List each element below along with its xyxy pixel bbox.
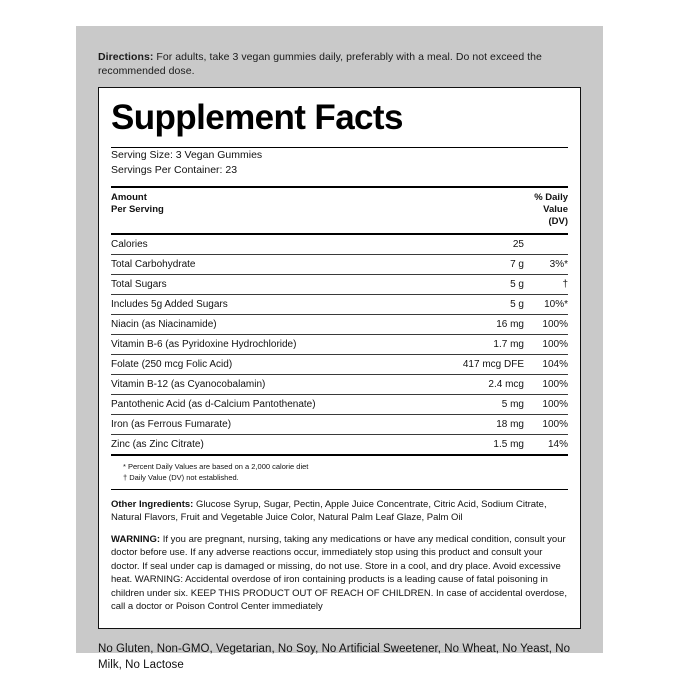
nutrition-table bbox=[111, 233, 568, 454]
other-ingredients-text: Glucose Syrup, Sugar, Pectin, Apple Juice Concentrate, Citric Acid, Sodium Citrate, Natural Flavors, Fruit and Vegetable Juice Color, Natural Palm Leaf Glaze, Palm Oil bbox=[111, 499, 547, 524]
amount-header-line2: Per Serving bbox=[111, 203, 164, 215]
nutrient-name: Zinc (as Zinc Citrate) bbox=[111, 434, 429, 454]
table-row bbox=[111, 394, 568, 414]
label-content bbox=[76, 26, 603, 672]
other-ingredients-block bbox=[111, 498, 568, 525]
nutrient-name: Pantothenic Acid (as d-Calcium Pantothenate) bbox=[111, 394, 429, 414]
nutrient-amount: 5 mg bbox=[429, 394, 524, 414]
nutrient-name: Total Carbohydrate bbox=[111, 254, 429, 274]
page-title: Supplement Facts bbox=[111, 98, 403, 138]
nutrient-dv: 14% bbox=[524, 434, 568, 454]
nutrient-name: Vitamin B-6 (as Pyridoxine Hydrochloride) bbox=[111, 334, 429, 354]
nutrient-name: Total Sugars bbox=[111, 274, 429, 294]
table-row bbox=[111, 294, 568, 314]
table-row bbox=[111, 334, 568, 354]
nutrient-amount: 417 mcg DFE bbox=[429, 354, 524, 374]
nutrient-amount: 16 mg bbox=[429, 314, 524, 334]
nutrient-amount: 5 g bbox=[429, 294, 524, 314]
footnotes bbox=[111, 454, 568, 490]
nutrient-dv: 100% bbox=[524, 314, 568, 334]
amount-header-row bbox=[111, 188, 568, 233]
serving-info bbox=[111, 148, 568, 178]
amount-header-line1: Amount bbox=[111, 191, 147, 203]
dv-header-line1: % Daily bbox=[534, 191, 568, 203]
warning-text: If you are pregnant, nursing, taking any medications or have any medical condition, consult your doctor before use. If any adverse reactions occur, immediately stop using this product and consult your doctor. If seal under cap is damaged or missing, do not use. Store in a cool, and dry place. Avoid excessive heat. WARNING: Accidental overdose of iron containing products is a leading cause of fatal poisoning in children under six. KEEP THIS PRODUCT OUT OF REACH OF CHILDREN. In case of accidental overdose, call a doctor or Poison Control Center immediately bbox=[111, 533, 567, 613]
dv-header-line2: Value bbox=[543, 203, 568, 215]
table-row bbox=[111, 434, 568, 454]
dv-header-line3: (DV) bbox=[548, 216, 568, 228]
nutrient-name: Niacin (as Niacinamide) bbox=[111, 314, 429, 334]
footnote-dv-not-established: † Daily Value (DV) not established. bbox=[123, 472, 239, 482]
serving-size: Serving Size: 3 Vegan Gummies bbox=[111, 149, 263, 162]
nutrient-name: Calories bbox=[111, 234, 429, 255]
nutrient-amount: 2.4 mcg bbox=[429, 374, 524, 394]
table-row bbox=[111, 254, 568, 274]
nutrient-dv bbox=[524, 234, 568, 255]
table-row bbox=[111, 374, 568, 394]
nutrient-name: Vitamin B-12 (as Cyanocobalamin) bbox=[111, 374, 429, 394]
divider-below-footnotes bbox=[111, 489, 568, 490]
nutrient-dv: 3%* bbox=[524, 254, 568, 274]
nutrient-name: Folate (250 mcg Folic Acid) bbox=[111, 354, 429, 374]
directions-block bbox=[98, 50, 581, 78]
amount-per-serving-header bbox=[111, 192, 164, 217]
nutrient-name: Iron (as Ferrous Fumarate) bbox=[111, 414, 429, 434]
nutrient-dv: † bbox=[524, 274, 568, 294]
servings-per-container: Servings Per Container: 23 bbox=[111, 164, 238, 177]
nutrient-dv: 100% bbox=[524, 394, 568, 414]
directions-label: Directions: bbox=[98, 51, 154, 63]
nutrient-dv: 100% bbox=[524, 334, 568, 354]
table-row bbox=[111, 414, 568, 434]
nutrient-dv: 10%* bbox=[524, 294, 568, 314]
nutrient-amount: 7 g bbox=[429, 254, 524, 274]
product-claims: No Gluten, Non-GMO, Vegetarian, No Soy, No Artificial Sweetener, No Wheat, No Yeast, No Milk, No Lactose bbox=[98, 642, 571, 672]
nutrient-name: Includes 5g Added Sugars bbox=[111, 294, 429, 314]
footnote-daily-value: * Percent Daily Values are based on a 2,000 calorie diet bbox=[123, 461, 309, 471]
table-row bbox=[111, 354, 568, 374]
nutrient-amount: 1.7 mg bbox=[429, 334, 524, 354]
supplement-facts-panel bbox=[98, 87, 581, 628]
table-row bbox=[111, 234, 568, 255]
nutrient-amount: 5 g bbox=[429, 274, 524, 294]
warning-label: WARNING: bbox=[111, 533, 161, 545]
other-ingredients-label: Other Ingredients: bbox=[111, 499, 194, 511]
daily-value-header bbox=[534, 192, 568, 229]
directions-text: For adults, take 3 vegan gummies daily, preferably with a meal. Do not exceed the recommended dose. bbox=[98, 51, 542, 78]
nutrient-amount: 1.5 mg bbox=[429, 434, 524, 454]
nutrient-dv: 100% bbox=[524, 414, 568, 434]
table-row bbox=[111, 274, 568, 294]
table-row bbox=[111, 314, 568, 334]
nutrient-amount: 25 bbox=[429, 234, 524, 255]
nutrient-dv: 104% bbox=[524, 354, 568, 374]
nutrient-dv: 100% bbox=[524, 374, 568, 394]
nutrient-amount: 18 mg bbox=[429, 414, 524, 434]
warning-block bbox=[111, 533, 568, 614]
